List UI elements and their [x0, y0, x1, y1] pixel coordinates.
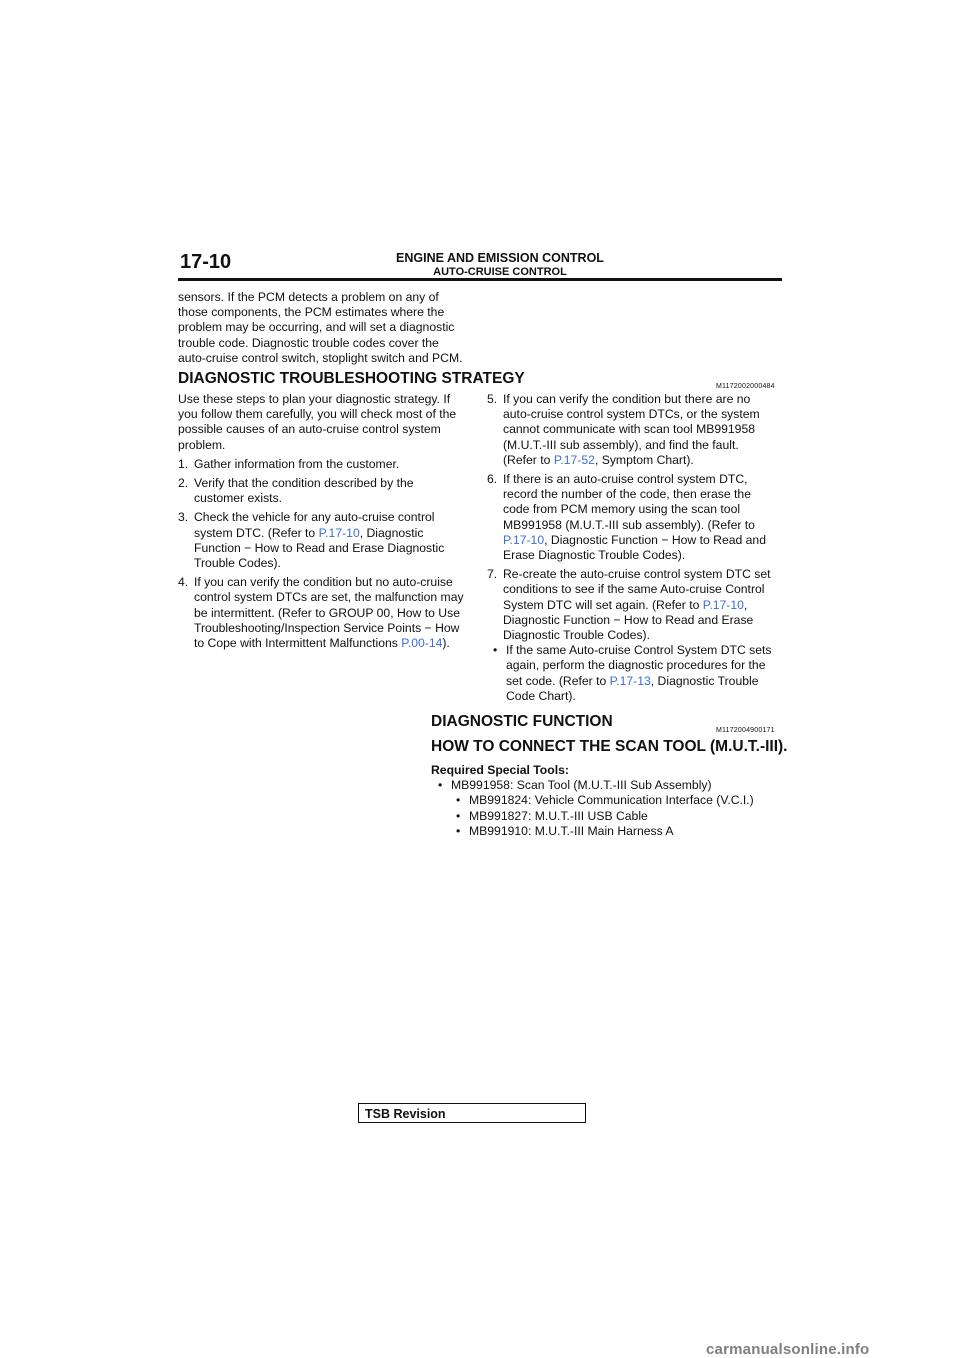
- bullet-icon: •: [493, 643, 498, 658]
- step-3: 3. Check the vehicle for any auto-cruise control system DTC. (Refer to P.17-10, Diagnostic Function − How to Read and Erase Diagnostic Trouble Codes).: [178, 510, 445, 571]
- section-title: ENGINE AND EMISSION CONTROL: [396, 251, 604, 265]
- tsb-revision-box: TSB Revision: [358, 1103, 586, 1123]
- subsection-title: AUTO-CRUISE CONTROL: [433, 266, 567, 278]
- bullet-icon: •: [456, 823, 461, 838]
- step-2: 2. Verify that the condition described by the customer exists.: [178, 476, 414, 506]
- step-6: 6. If there is an auto-cruise control system DTC, record the number of the code, then erase the code from PCM memory using the scan tool MB991958 (M.U.T.-III sub assembly). (Refer to P.17-10, Diagnostic Function − How to Read and Erase Diagnostic Trouble Codes).: [487, 472, 766, 563]
- strategy-code: M1172002000484: [716, 383, 775, 390]
- tool-item: • MB991824: Vehicle Communication Interface (V.C.I.): [456, 793, 754, 808]
- page-number: 17-10: [180, 251, 232, 273]
- step-7: 7. Re-create the auto-cruise control system DTC set conditions to see if the same Auto-cruise Control System DTC will set again. (Refer to P.17-10, Diagnostic Function − How to Read and Erase Diagnostic Trouble Codes).: [487, 567, 771, 643]
- bullet-icon: •: [456, 808, 461, 823]
- step-4: 4. If you can verify the condition but no auto-cruise control system DTCs are set, the malfunction may be intermittent. (Refer to GROUP 00, How to Use Troubleshooting/Inspection Service Points − How to Cope with Intermittent Malfunctions P.00-14).: [178, 575, 464, 651]
- tool-item: • MB991827: M.U.T.-III USB Cable: [456, 808, 648, 823]
- tools-label: Required Special Tools:: [431, 763, 569, 777]
- right-column: [487, 392, 783, 704]
- page-link[interactable]: P.00-14: [401, 636, 443, 651]
- function-heading: DIAGNOSTIC FUNCTION: [431, 713, 613, 730]
- left-column: [178, 392, 474, 655]
- strategy-heading: DIAGNOSTIC TROUBLESHOOTING STRATEGY: [178, 370, 525, 387]
- page-link[interactable]: P.17-10: [702, 597, 744, 612]
- intro-paragraph: sensors. If the PCM detects a problem on any of those components, the PCM estimates where the problem may be occurring, and will set a diagnostic trouble code. Diagnostic trouble codes cover the auto-cruise control switch, stoplight switch and PCM.: [178, 290, 463, 365]
- special-tools: [431, 763, 781, 839]
- header-rule: [178, 278, 782, 281]
- step-1: 1. Gather information from the customer.: [178, 456, 400, 471]
- tool-item: • MB991958: Scan Tool (M.U.T.-III Sub Assembly): [438, 778, 712, 793]
- bullet-icon: •: [456, 793, 461, 808]
- page-link[interactable]: P.17-10: [503, 532, 545, 547]
- tool-item: • MB991910: M.U.T.-III Main Harness A: [456, 823, 674, 838]
- watermark[interactable]: carmanualsonline.info: [706, 1341, 870, 1358]
- function-code: M1172004900171: [716, 727, 775, 734]
- step-7-bullet: • If the same Auto-cruise Control System DTC sets again, perform the diagnostic procedures for the set code. (Refer to P.17-13, Diagnostic Trouble Code Chart).: [493, 643, 772, 703]
- strategy-lead: Use these steps to plan your diagnostic strategy. If you follow them carefully, you will check most of the possible causes of an auto-cruise control system problem.: [178, 392, 457, 452]
- function-subtitle: HOW TO CONNECT THE SCAN TOOL (M.U.T.-III).: [431, 738, 788, 755]
- page-link[interactable]: P.17-13: [609, 673, 651, 688]
- page-link[interactable]: P.17-10: [318, 525, 360, 540]
- step-5: 5. If you can verify the condition but there are no auto-cruise control system DTCs, or the system cannot communicate with scan tool MB991958 (M.U.T.-III sub assembly), and find the fault. (Refer to P.17-52, Symptom Chart).: [487, 392, 760, 467]
- page-link[interactable]: P.17-52: [553, 452, 595, 467]
- bullet-icon: •: [438, 778, 443, 793]
